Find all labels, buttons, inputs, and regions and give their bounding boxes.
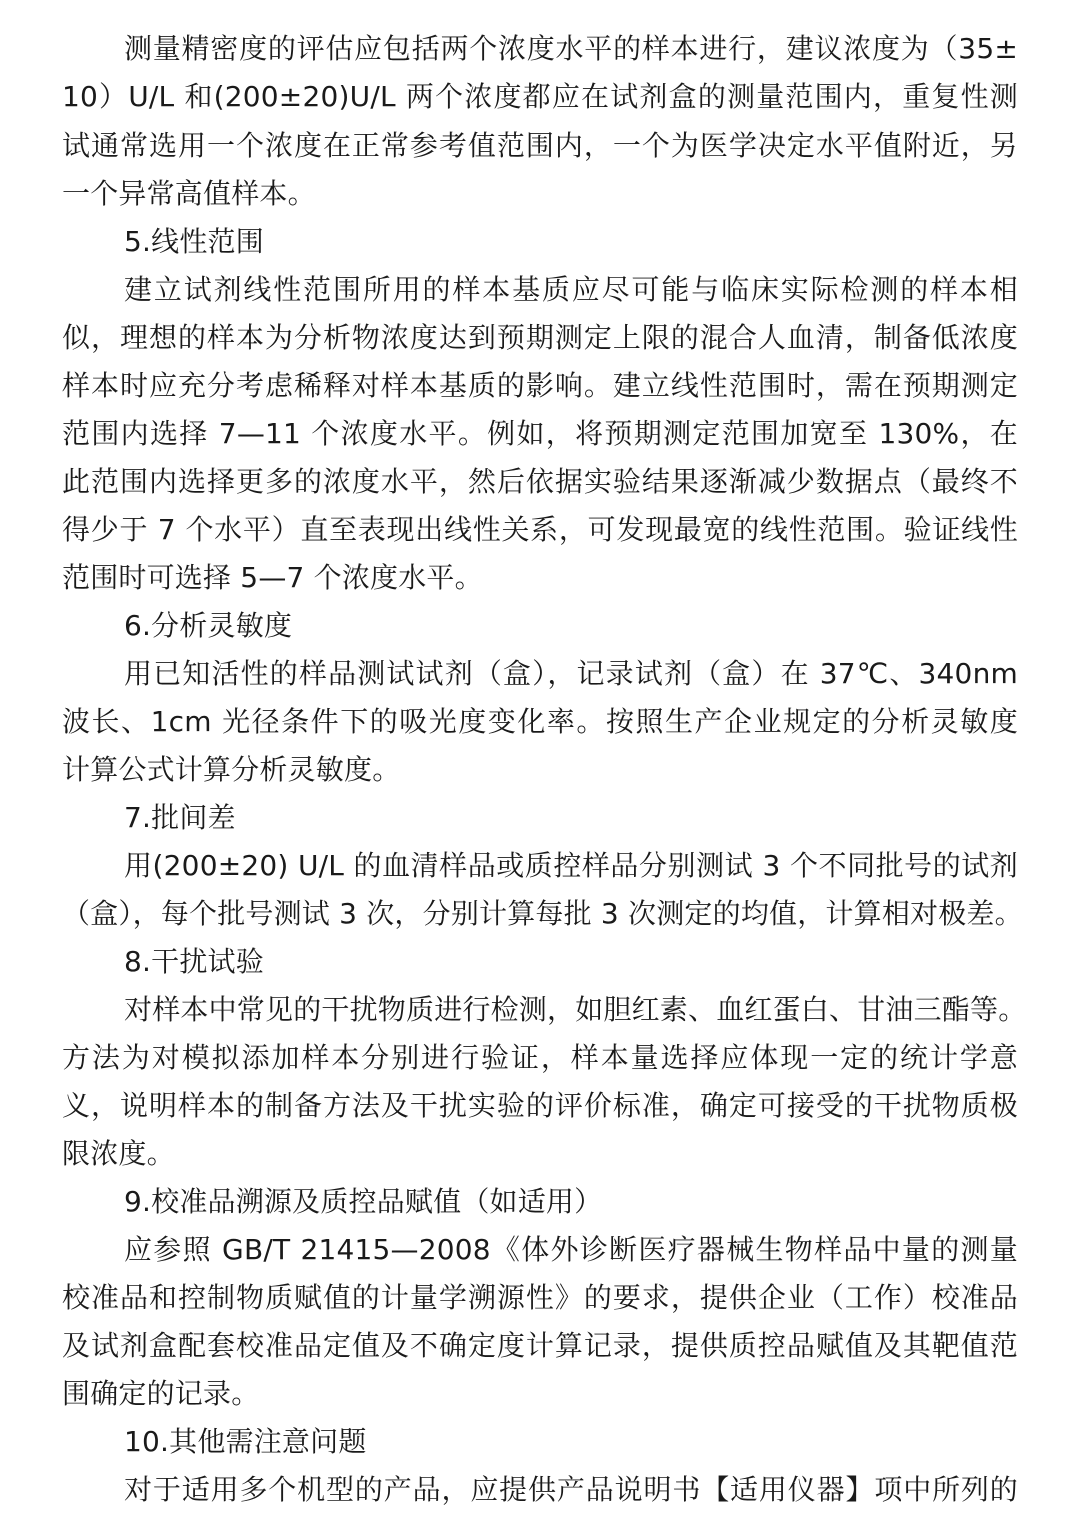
paragraph-line: 围确定的记录。	[62, 1377, 260, 1410]
section-heading: 5.线性范围	[124, 225, 264, 258]
paragraph-line: 波长、1cm 光径条件下的吸光度变化率。按照生产企业规定的分析灵敏度	[62, 705, 1018, 738]
section-heading: 6.分析灵敏度	[124, 609, 293, 642]
paragraph-line: 建立试剂线性范围所用的样本基质应尽可能与临床实际检测的样本相	[124, 273, 1018, 306]
paragraph-line: 用(200±20) U/L 的血清样品或质控样品分别测试 3 个不同批号的试剂	[124, 849, 1018, 882]
section-heading: 8.干扰试验	[124, 945, 264, 978]
paragraph-line: （盒），每个批号测试 3 次，分别计算每批 3 次测定的均值，计算相对极差。	[62, 897, 1023, 930]
paragraph-line: 对样本中常见的干扰物质进行检测，如胆红素、血红蛋白、甘油三酯等。	[124, 993, 1027, 1026]
section-heading: 10.其他需注意问题	[124, 1425, 367, 1458]
paragraph-line: 义，说明样本的制备方法及干扰实验的评价标准，确定可接受的干扰物质极	[62, 1089, 1018, 1122]
paragraph-line: 及试剂盒配套校准品定值及不确定度计算记录，提供质控品赋值及其靶值范	[62, 1329, 1018, 1362]
paragraph-line: 范围时可选择 5—7 个浓度水平。	[62, 561, 483, 594]
paragraph-line: 得少于 7 个水平）直至表现出线性关系，可发现最宽的线性范围。验证线性	[62, 513, 1018, 546]
paragraph-line: 测量精密度的评估应包括两个浓度水平的样本进行，建议浓度为（35±	[124, 32, 1018, 65]
paragraph-line: 10）U/L 和(200±20)U/L 两个浓度都应在试剂盒的测量范围内，重复性测	[62, 80, 1018, 113]
paragraph-line: 试通常选用一个浓度在正常参考值范围内，一个为医学决定水平值附近，另	[62, 129, 1018, 162]
paragraph-line: 一个异常高值样本。	[62, 177, 316, 210]
paragraph-line: 应参照 GB/T 21415—2008《体外诊断医疗器械生物样品中量的测量	[124, 1233, 1018, 1266]
paragraph-line: 用已知活性的样品测试试剂（盒），记录试剂（盒）在 37℃、340nm	[124, 657, 1018, 690]
paragraph-line: 方法为对模拟添加样本分别进行验证，样本量选择应体现一定的统计学意	[62, 1041, 1018, 1074]
paragraph-line: 样本时应充分考虑稀释对样本基质的影响。建立线性范围时，需在预期测定	[62, 369, 1018, 402]
section-heading: 7.批间差	[124, 801, 236, 834]
paragraph-line: 范围内选择 7—11 个浓度水平。例如，将预期测定范围加宽至 130%，在	[62, 417, 1018, 450]
paragraph-line: 校准品和控制物质赋值的计量学溯源性》的要求，提供企业（工作）校准品	[62, 1281, 1018, 1314]
paragraph-line: 计算公式计算分析灵敏度。	[62, 753, 401, 786]
paragraph-line: 限浓度。	[62, 1137, 175, 1170]
paragraph-line: 对于适用多个机型的产品，应提供产品说明书【适用仪器】项中所列的	[124, 1473, 1018, 1506]
paragraph-line: 此范围内选择更多的浓度水平，然后依据实验结果逐渐减少数据点（最终不	[62, 465, 1018, 498]
paragraph-line: 似，理想的样本为分析物浓度达到预期测定上限的混合人血清，制备低浓度	[62, 321, 1018, 354]
section-heading: 9.校准品溯源及质控品赋值（如适用）	[124, 1185, 603, 1218]
